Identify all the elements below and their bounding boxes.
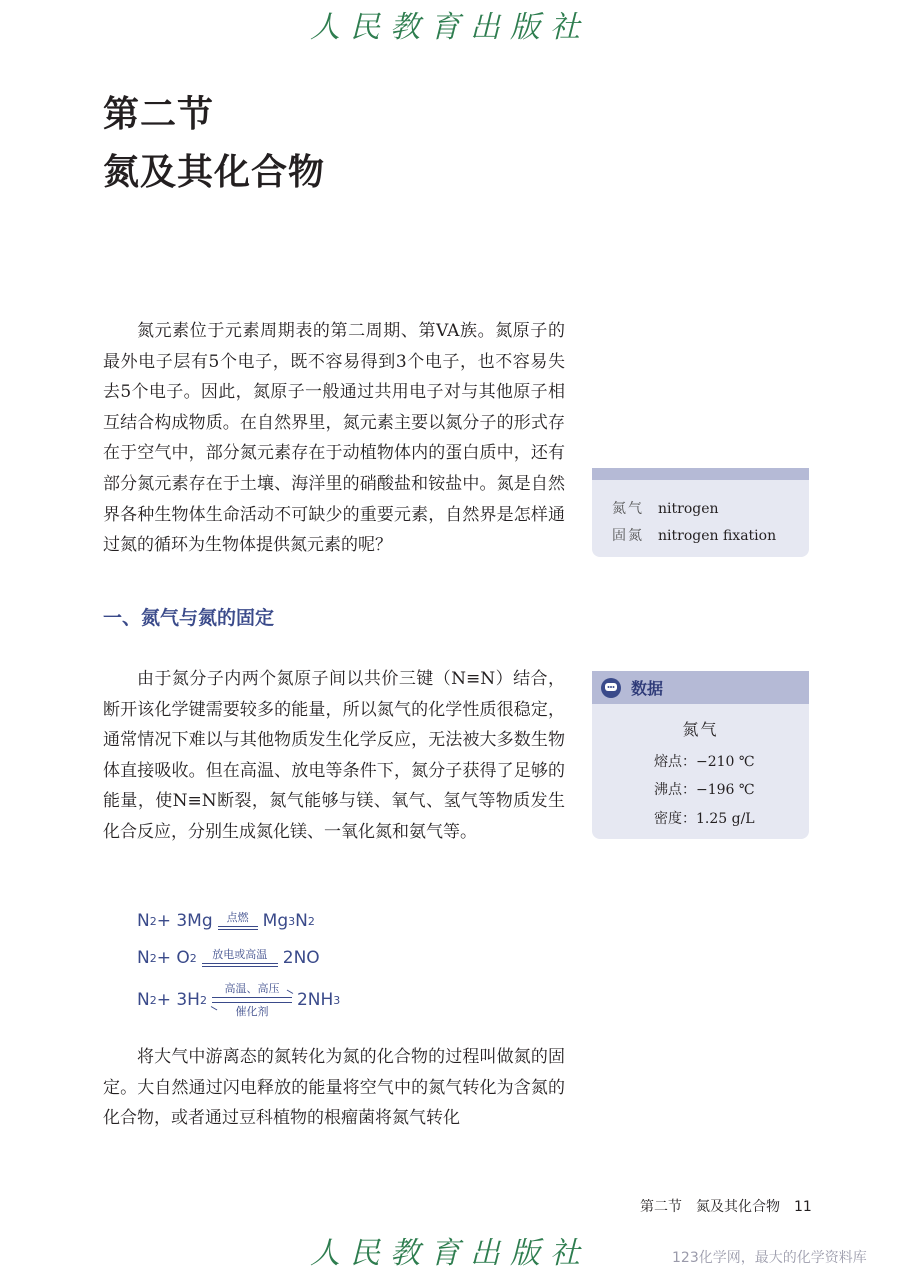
reaction-condition: 放电或高温 (212, 948, 268, 961)
publisher-logo-top: 人民教育出版社 (310, 10, 590, 45)
subheading: 一、氮气与氮的固定 (103, 607, 275, 629)
term-item (612, 498, 719, 518)
reaction-condition: 高温、高压 (224, 981, 280, 995)
term-item (612, 525, 776, 545)
reaction-arrow (202, 949, 278, 967)
intro-paragraph: 氮元素位于元素周期表的第二周期、第VA族。氮原子的最外电子层有5个电子，既不容易得到3个电子，也不容易失去5个电子。因此，氮原子一般通过共用电子对与其他原子相互结合构成物质。在自然界里，氮元素主要以氮分子的形式存在于空气中，部分氮元素存在于动植物体内的蛋白质中，还有部分氮元素存在于土壤、海洋里的硝酸盐和铵盐中。氮是自然界各种生物体生命活动不可缺少的重要元素，自然界是怎样通过氮的循环为生物体提供氮元素的呢？ (103, 321, 565, 556)
melting-point: 熔点：−210 ℃ (654, 754, 755, 770)
section-number: 第二节 (103, 93, 215, 135)
term-english: nitrogen (658, 501, 719, 517)
fixation-paragraph: 将大气中游离态的氮转化为氮的化合物的过程叫做氮的固定。大自然通过闪电释放的能量将空气中的氮气转化为含氮的化合物，或者通过豆科植物的根瘤菌将氮气转化 (103, 1047, 565, 1129)
footer-section: 第二节 氮及其化合物 (640, 1199, 780, 1215)
data-box-header (592, 671, 809, 704)
nitrogen-paragraph: 由于氮分子内两个氮原子间以共价三键（N≡N）结合，断开该化学键需要较多的能量，所以氮气的化学性质很稳定，通常情况下难以与其他物质发生化学反应，无法被大多数生物体直接吸收。但在高温、放电等条件下，氮分子获得了足够的能量，使N≡N断裂，氮气能够与镁、氧气、氢气等物质发生化合反应，分别生成氮化镁、一氧化氮和氨气等。 (103, 669, 565, 842)
equation-mg: N 2 + 3Mg 点燃 Mg 3 N 2 (137, 911, 315, 931)
watermark: 123化学网，最大的化学资料库 (672, 1250, 867, 1266)
reversible-arrow (212, 983, 292, 1018)
vocabulary-box (592, 468, 809, 557)
term-chinese: 氮气 (612, 501, 644, 517)
page-number: 11 (794, 1199, 812, 1215)
data-box (592, 671, 809, 839)
equation-h2: N 2 + 3H 2 高温、高压 催化剂 2NH 3 (137, 981, 341, 1018)
term-chinese: 固氮 (612, 528, 644, 544)
data-box-label: 数据 (631, 679, 664, 698)
data-box-title: 氮气 (682, 720, 719, 739)
density: 密度：1.25 g/L (654, 811, 755, 827)
boiling-point: 沸点：−196 ℃ (654, 782, 755, 798)
reaction-arrow (218, 912, 258, 930)
reaction-catalyst: 催化剂 (235, 1004, 269, 1018)
term-english: nitrogen fixation (658, 528, 777, 544)
page-footer (640, 1196, 812, 1216)
reaction-condition: 点燃 (226, 911, 249, 924)
publisher-logo-bottom: 人民教育出版社 (310, 1236, 590, 1271)
chat-bubble-icon (601, 678, 621, 698)
equation-o2: N 2 + O 2 放电或高温 2NO (137, 948, 320, 968)
section-title: 氮及其化合物 (103, 151, 326, 193)
